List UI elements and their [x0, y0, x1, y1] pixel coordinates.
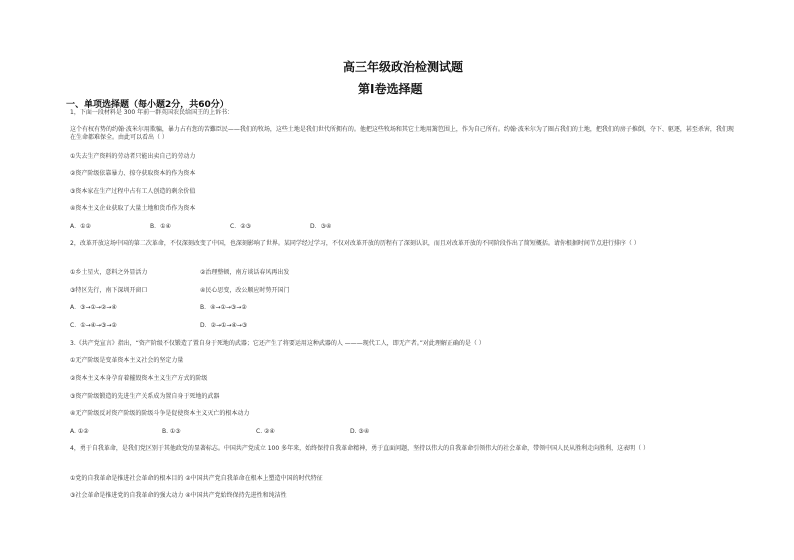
q2-answer-c: C．①→④→③→②: [70, 322, 117, 329]
q2-option: ③特区先行，南下深圳开窗口: [70, 287, 148, 294]
q3-answer-c: C. ②④: [256, 428, 275, 435]
q1-stem: 1，下面一段材料是 300 年前一群英国农民给国王的上诉书：: [70, 109, 234, 116]
q4-stem: 4，勇于自我革命，是我们党区别于其他政党的显著标志。中国共产党成立 100 多年来，始终保持自我革命精神，勇于直面问题，坚持以伟大的自我革命引领伟大的社会革命，带领中国人民从胜利走向胜利，这表明（ ）: [70, 445, 649, 452]
q1-option: ①失去生产资料的劳动者只能出卖自己的劳动力: [70, 153, 196, 160]
q1-option: ②资产阶级依靠暴力、掠夺获取资本的作为资本: [70, 170, 196, 177]
q1-option: ④资本主义企业获取了大量土地和货币作为资本: [70, 205, 196, 212]
q2-option: ④民心思变，改公顺应时势开国门: [200, 287, 290, 294]
q3-option: ③资产阶级锻造的先进生产关系成为置自身于死地的武器: [70, 393, 220, 400]
q4-option: ①党的自我革命是推进社会革命的根本目的 ②中国共产党自我革命在根本上塑造中国的时代特征: [70, 475, 323, 482]
q1-answer-d: D．③④: [310, 223, 332, 230]
q3-answer-d: D. ③④: [350, 428, 370, 435]
q3-stem: 3.《共产党宣言》指出，“资产阶级不仅锻造了置自身于死地的武器；它还产生了将要运用这种武器的人 ———现代工人，即无产者。”对此理解正确的是（ ）: [70, 340, 485, 347]
q1-passage: 这个有权有势的约翰·波米尔用欺骗，暴力占有您的苦難臣民——我们的牧场，这些土地是我们世代所拥有的。他把这些牧场和其它土地用篱笆围上，作为自己所有。约翰·波米尔为了圈占我们的土地，把我们的房子推倒，夺下、驱逐，甚至杀害，我们现在生命都难保全。由此可以看出（ ）: [70, 126, 734, 141]
q2-option: ②治理整顿，南方谈话春风再出发: [200, 269, 290, 276]
q4-option: ③社会革命是推进党的自我革命的强大动力 ④中国共产党始终保持先进性和纯洁性: [70, 492, 287, 499]
q3-answer-a: A. ①②: [70, 428, 89, 435]
q2-answer-d: D．②→①→④→③: [200, 322, 248, 329]
q2-option: ①乡土星火，意料之外显活力: [70, 269, 148, 276]
q1-answer-c: C．②③: [230, 223, 251, 230]
q3-option: ④无产阶级反对资产阶级的阶级斗争是促使资本主义灭亡的根本动力: [70, 410, 250, 417]
q3-option: ②资本主义本身孕育着摧毁资本主义生产方式的阶级: [70, 375, 208, 382]
q1-option: ③资本家在生产过程中占有工人创造的剩余价值: [70, 188, 196, 195]
q2-answer-a: A．③→①→②→④: [70, 304, 117, 311]
q2-stem: 2，改革开放这场中国的第二次革命，不仅深刻改变了中国，也深刻影响了世界。某同学经过学习，不仅对改革开放的历程有了深刻认识，而且对改革开放的不同阶段作出了简短概括。请你根据时间节点进行排序（ ）: [70, 240, 640, 247]
section-heading: 一、单项选择题（每小题2分，共60分）: [66, 100, 229, 110]
exam-subtitle: 第Ⅰ卷选择题: [358, 82, 423, 96]
exam-title: 高三年级政治检测试题: [343, 60, 464, 74]
q3-answer-b: B. ①③: [162, 428, 181, 435]
q2-answer-b: B．④→①→③→②: [200, 304, 247, 311]
q3-option: ①无产阶级是变革资本主义社会的坚定力量: [70, 357, 184, 364]
q1-answer-a: A．①②: [70, 223, 91, 230]
q1-answer-b: B．①④: [150, 223, 171, 230]
